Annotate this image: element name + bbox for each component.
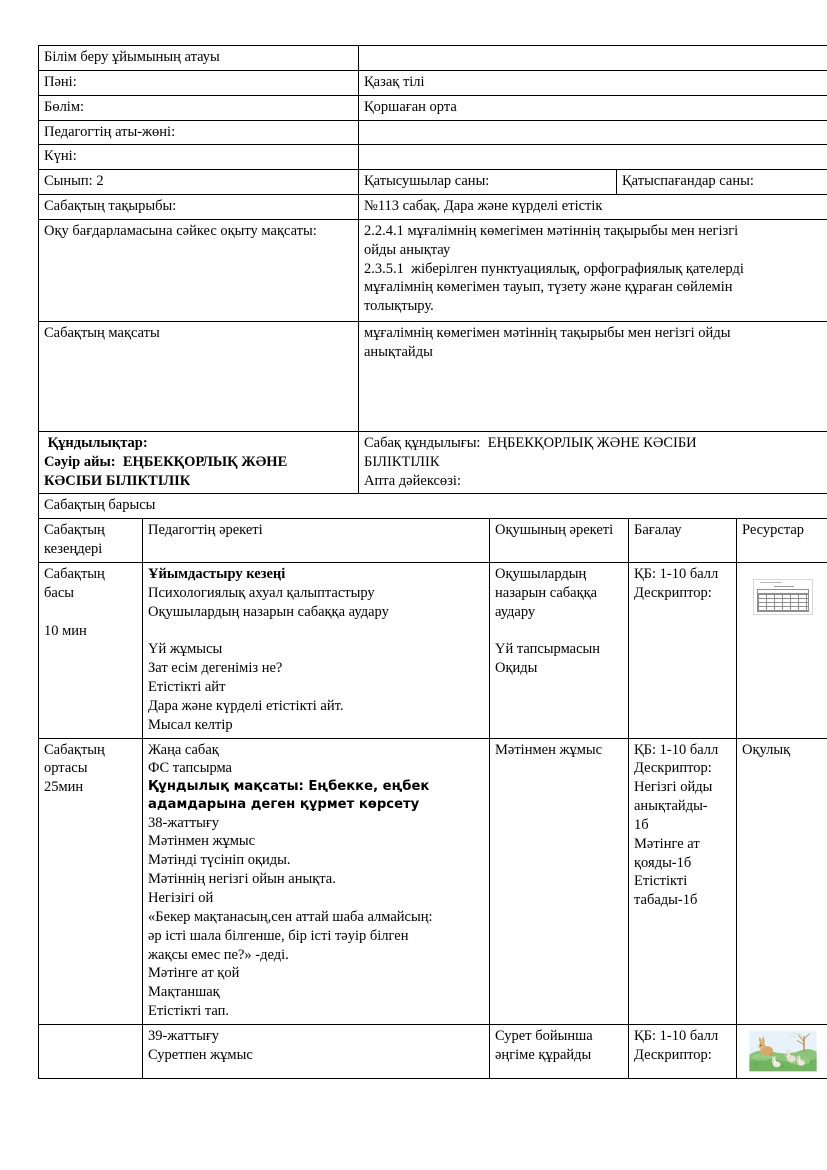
teacher-activity-line: Мәтіннің негізгі ойын анықта. [148, 871, 336, 888]
lesson-stages-table [38, 518, 827, 1079]
student-activity-line: Оқиды [495, 660, 538, 677]
teacher-activity-line: Мақтаншақ [148, 984, 220, 1001]
date-label: Күні: [39, 145, 359, 170]
student-activity-line: назарын сабаққа [495, 584, 598, 601]
table-row [39, 431, 827, 494]
teacher-activity-line: Мәтінге ат қой [148, 965, 240, 982]
lesson-topic-label: Сабақтың тақырыбы: [39, 195, 359, 220]
student-activity-line: Сурет бойынша [495, 1027, 593, 1044]
table-row [39, 738, 827, 1024]
org-name-label: Білім беру ұйымының атауы [39, 46, 359, 71]
assessment-line: анықтайды- [634, 798, 708, 815]
goal-line: мұғалімнің көмегімен мәтіннің тақырыбы мен негізгі ойды [364, 324, 731, 341]
assessment-cell [629, 562, 737, 738]
absent-count-label: Қатыспағандар саны: [617, 170, 827, 195]
lesson-topic-value: №113 сабақ. Дара және күрделі етістік [359, 195, 827, 220]
student-activity-line: аудару [495, 603, 536, 620]
assessment-line: Дескриптор: [634, 1046, 712, 1063]
rabbits-illustration-icon [748, 1029, 818, 1073]
present-count-label: Қатысушылар саны: [359, 170, 617, 195]
teacher-activity-cell [143, 562, 490, 738]
assessment-line: Негізгі ойды [634, 779, 713, 796]
values-line: Сәуір айы: ЕҢБЕКҚОРЛЫҚ ЖӘНЕ [44, 453, 288, 470]
subject-value: Қазақ тілі [359, 70, 827, 95]
stage-line: Сабақтың [44, 565, 105, 582]
stage-duration: 10 мин [44, 622, 87, 639]
table-row [39, 1024, 827, 1078]
teacher-activity-line: Жаңа сабақ [148, 741, 219, 758]
teacher-activity-line: жақсы емес пе?» -деді. [148, 946, 289, 963]
lesson-value-cell [359, 431, 827, 494]
teacher-activity-line: «Бекер мақтанасың,сен аттай шаба алмайсың: [148, 908, 433, 925]
assessment-line: табады-1б [634, 892, 698, 909]
values-line: КӘСІБИ БІЛІКТІЛІК [44, 472, 191, 489]
spacer [148, 622, 485, 641]
resource-cell: Оқулық [737, 738, 827, 1024]
teacher-activity-line: Психологиялық ахуал қалыптастыру [148, 584, 375, 601]
lesson-value-line: Апта дәйексөзі: [364, 472, 461, 489]
teacher-activity-line: Мәтінмен жұмыс [148, 833, 256, 850]
assessment-line: Дескриптор: [634, 760, 712, 777]
teacher-activity-line: Ұйымдастыру кезеңі [148, 565, 286, 582]
table-row [39, 219, 827, 321]
lesson-plan-table [38, 45, 827, 519]
thumbnail-grid-header [757, 589, 809, 594]
teacher-activity-line: Негізігі ой [148, 890, 214, 906]
table-row [39, 120, 827, 145]
thumbnail-title-line [774, 586, 794, 587]
stage-line: басы [44, 584, 74, 601]
section-label: Бөлім: [39, 95, 359, 120]
teacher-activity-line: Құндылық мақсаты: Еңбекке, еңбек [148, 779, 430, 795]
teacher-activity-line: Етістікті тап. [148, 1003, 230, 1020]
stage-cell [39, 562, 143, 738]
teacher-activity-line: Етістікті айт [148, 679, 226, 696]
teacher-activity-line: Оқушылардың назарын сабаққа аудару [148, 603, 389, 620]
lesson-goal-value [359, 321, 827, 431]
teacher-activity-line: Мысал келтір [148, 716, 233, 733]
teacher-activity-line: Суретпен жұмыс [148, 1046, 253, 1063]
teacher-name-value [359, 120, 827, 145]
objective-line: мұғалімнің көмегімен тауып, түзету және құраған сөйлемін [364, 279, 733, 296]
student-activity-cell [490, 1024, 629, 1078]
subject-label: Пәні: [39, 70, 359, 95]
assessment-cell [629, 738, 737, 1024]
assessment-line: 1б [634, 816, 649, 833]
stage-cell [39, 738, 143, 1024]
assessment-cell [629, 1024, 737, 1078]
lesson-goal-label: Сабақтың мақсаты [39, 321, 359, 431]
assessment-line: Мәтінге ат [634, 835, 700, 852]
assessment-line: қояды-1б [634, 854, 692, 871]
student-activity-line: Үй тапсырмасын [495, 641, 601, 658]
student-activity-line: әңгіме құрайды [495, 1046, 592, 1063]
lesson-plan-document [38, 45, 827, 1079]
stage-line: Сабақтың [44, 741, 105, 758]
table-row [39, 46, 827, 71]
teacher-activity-line: 39-жаттығу [148, 1027, 220, 1044]
stage-duration: 25мин [44, 779, 84, 796]
student-activity-line: Мәтінмен жұмыс [495, 741, 603, 758]
table-row [39, 70, 827, 95]
column-header-assessment: Бағалау [629, 519, 737, 563]
spreadsheet-thumbnail-icon [753, 579, 813, 615]
table-row [39, 562, 827, 738]
goal-line: анықтайды [364, 343, 433, 360]
table-row [39, 145, 827, 170]
section-value: Қоршаған орта [359, 95, 827, 120]
objective-line: 2.3.5.1 жіберілген пунктуациялық, орфографиялық қателерді [364, 260, 744, 277]
lesson-progress-label: Сабақтың барысы [39, 494, 827, 519]
assessment-line: ҚБ: 1-10 балл [634, 565, 719, 582]
teacher-activity-line: әр істі шала білгенше, бір істі тәуір білген [148, 927, 409, 944]
teacher-activity-cell [143, 1024, 490, 1078]
assessment-line: Етістікті [634, 873, 688, 890]
table-row [39, 95, 827, 120]
spacer [495, 622, 624, 641]
curriculum-objectives-value [359, 219, 827, 321]
resource-cell [737, 562, 827, 738]
teacher-activity-line: Зат есім дегеніміз не? [148, 660, 283, 677]
teacher-activity-line: Мәтінді түсініп оқиды. [148, 852, 291, 869]
student-activity-cell [490, 562, 629, 738]
teacher-activity-line: Үй жұмысы [148, 641, 223, 658]
teacher-name-label: Педагогтің аты-жөні: [39, 120, 359, 145]
assessment-line: Дескриптор: [634, 584, 712, 601]
values-label-cell [39, 431, 359, 494]
table-row [39, 494, 827, 519]
student-activity-line: Оқушылардың [495, 565, 587, 582]
table-header-row [39, 519, 827, 563]
org-name-value [359, 46, 827, 71]
student-activity-cell [490, 738, 629, 1024]
table-row [39, 321, 827, 431]
teacher-activity-line: Дара және күрделі етістікті айт. [148, 697, 344, 714]
date-value [359, 145, 827, 170]
objective-line: 2.2.4.1 мұғалімнің көмегімен мәтіннің тақырыбы мен негізгі [364, 222, 739, 239]
column-header-resources: Ресурстар [737, 519, 827, 563]
table-row [39, 170, 827, 195]
objective-line: толықтыру. [364, 298, 434, 315]
table-row [39, 195, 827, 220]
assessment-line: ҚБ: 1-10 балл [634, 1027, 719, 1044]
teacher-activity-cell [143, 738, 490, 1024]
column-header-student-activity: Оқушының әрекеті [490, 519, 629, 563]
spacer [44, 603, 138, 622]
teacher-activity-line: адамдарына деген құрмет көрсету [148, 796, 420, 812]
thumbnail-title-line [760, 582, 782, 583]
assessment-line: ҚБ: 1-10 балл [634, 741, 719, 758]
objective-line: ойды анықтау [364, 241, 451, 258]
values-line: Құндылықтар: [44, 434, 148, 451]
class-label: Сынып: 2 [39, 170, 359, 195]
stage-cell [39, 1024, 143, 1078]
column-header-teacher-activity: Педагогтің әрекеті [143, 519, 490, 563]
curriculum-objectives-label: Оқу бағдарламасына сәйкес оқыту мақсаты: [39, 219, 359, 321]
resource-cell [737, 1024, 827, 1078]
column-header-stage: Сабақтың кезеңдері [39, 519, 143, 563]
stage-line: ортасы [44, 760, 88, 777]
lesson-value-line: БІЛІКТІЛІК [364, 453, 440, 470]
teacher-activity-line: 38-жаттығу [148, 814, 220, 831]
teacher-activity-line: ФС тапсырма [148, 760, 232, 777]
lesson-value-line: Сабақ құндылығы: ЕҢБЕКҚОРЛЫҚ ЖӘНЕ КӘСІБИ [364, 434, 697, 451]
